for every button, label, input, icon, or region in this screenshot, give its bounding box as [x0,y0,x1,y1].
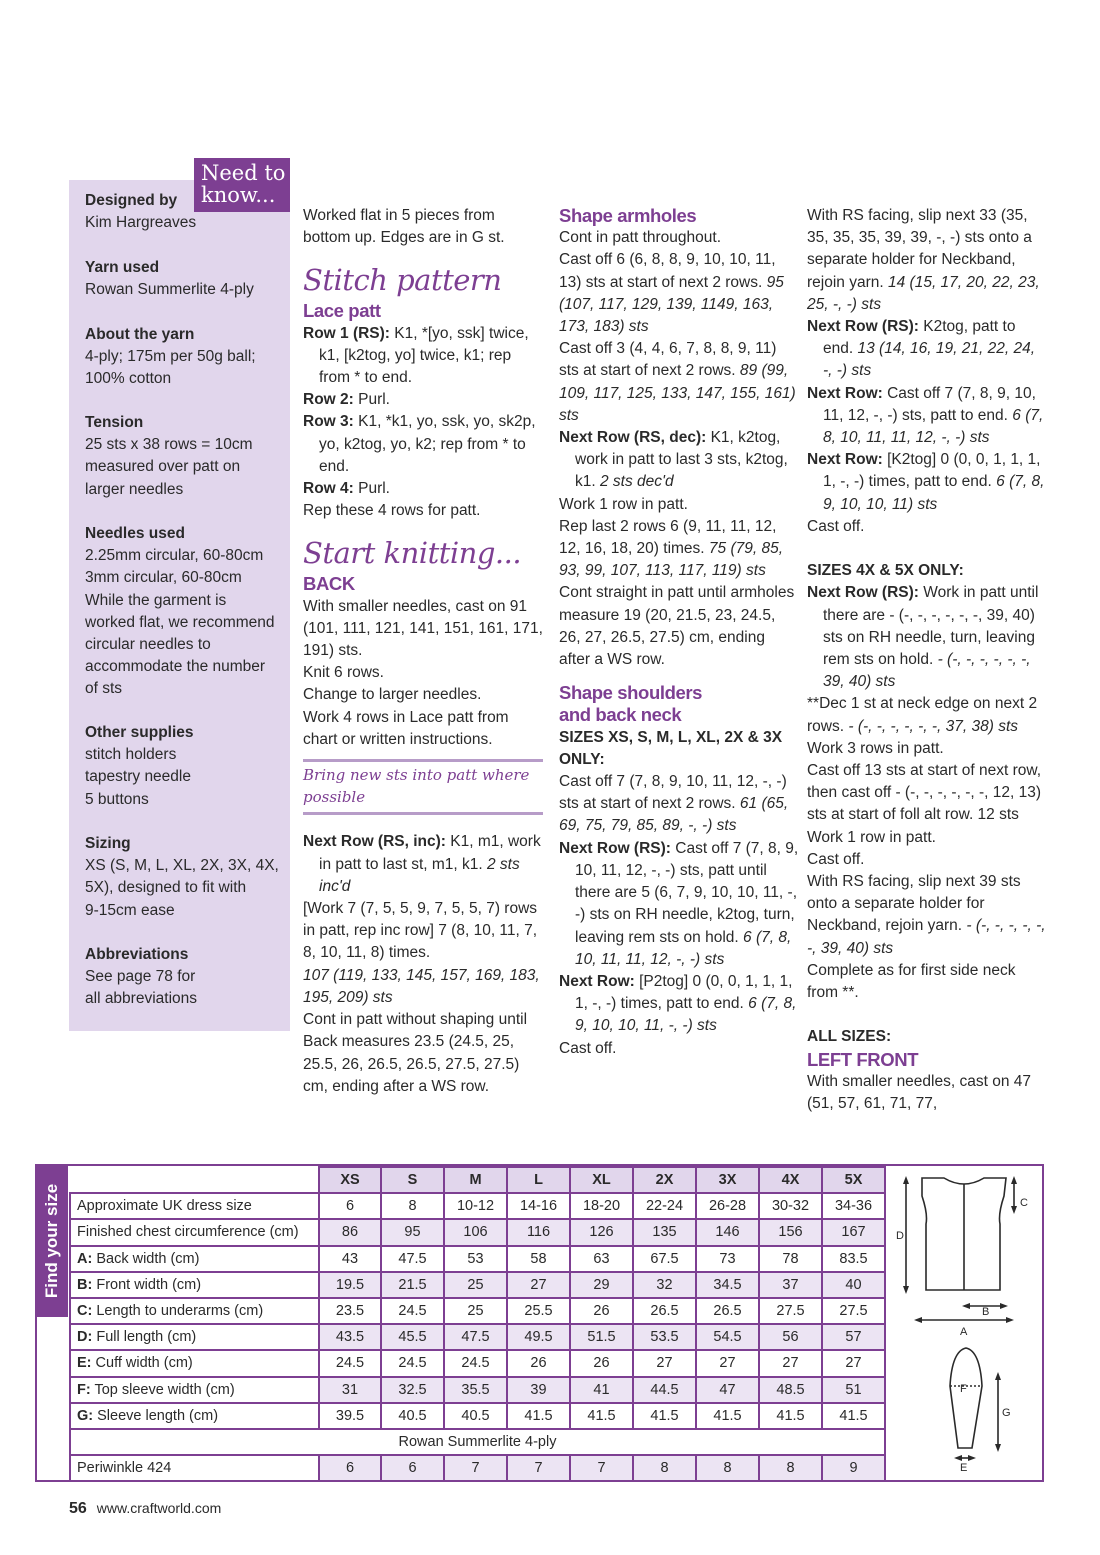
large-sizes-step-6: Cast off. [807,850,865,868]
diagram-label-f: F [960,1383,967,1395]
diagram-label-b: B [982,1306,990,1318]
shoulder-cast-off: Cast off. [559,1039,617,1057]
measurement-value: 27 [633,1350,696,1376]
measurement-value: 43 [319,1246,381,1272]
neck-step-3: Next Row: Cast off 7 (7, 8, 9, 10, 11, 12, -, -) sts, patt to end. 6 (7, 8, 10, 11, 11, 12, -, -) sts [807,384,1044,447]
column-2 [559,205,799,1060]
column-3 [807,205,1047,1115]
measurement-value: 18-20 [570,1193,633,1219]
measurement-value: 116 [507,1219,570,1245]
large-sizes-step-8: Complete as for first side neck from **. [807,961,1016,1002]
measurement-value: 39 [507,1377,570,1403]
page-footer [69,1500,221,1518]
measurement-value: 67.5 [633,1246,696,1272]
size-table-row [70,1272,885,1298]
column-1 [303,205,543,1098]
lace-patt-heading: Lace patt [303,300,381,322]
measurement-value: 25 [444,1272,507,1298]
diagram-label-g: G [1002,1407,1011,1419]
stitch-pattern-heading: Stitch pattern [303,263,502,298]
row-4-instruction: Row 4: Purl. [303,480,390,498]
measurement-value: 26 [570,1350,633,1376]
measurement-value: 41.5 [759,1403,822,1429]
measurement-value: 95 [381,1219,444,1245]
measurement-value: 58 [507,1246,570,1272]
neck-step-2: Next Row (RS): K2tog, patt to end. 13 (14, 16, 19, 21, 22, 24, -, -) sts [807,318,1036,380]
measurement-label: Finished chest circumference (cm) [70,1219,319,1245]
measurement-value: 47.5 [444,1324,507,1350]
needles-block: Needles used 2.25mm circular, 60-80cm 3mm circular, 60-80cm While the garment is worked flat, we recommend circular needles to accommodate the number of sts [85,525,275,698]
measurement-label: B: Front width (cm) [70,1272,319,1298]
measurement-label: C: Length to underarms (cm) [70,1298,319,1324]
row-3-instruction: Row 3: K1, *k1, yo, ssk, yo, sk2p, yo, k2tog, yo, k2; rep from * to end. [303,413,536,475]
measurement-value: 37 [759,1272,822,1298]
left-front-cast-on: With smaller needles, cast on 47 (51, 57, 61, 71, 77, [807,1072,1031,1113]
colour-row: Periwinkle 424 6 6 7 7 7 8 8 8 9 [70,1455,885,1481]
measurement-value: 156 [759,1219,822,1245]
measurement-value: 29 [570,1272,633,1298]
measurement-value: 30-32 [759,1193,822,1219]
measurement-value: 32.5 [381,1377,444,1403]
measurement-value: 24.5 [381,1350,444,1376]
all-sizes-heading: ALL SIZES: [807,1028,892,1046]
size-header: M [444,1167,507,1193]
measurement-value: 24.5 [319,1350,381,1376]
tip-callout: Bring new sts into patt where possible [303,759,543,815]
size-header: 5X [822,1167,885,1193]
left-front-heading: LEFT FRONT [807,1048,919,1070]
measurement-value: 24.5 [444,1350,507,1376]
measurement-value: 35.5 [444,1377,507,1403]
repeat-text: Rep these 4 rows for patt. [303,502,481,520]
back-heading: BACK [303,573,355,595]
measurement-value: 41.5 [633,1403,696,1429]
measurement-value: 48.5 [759,1377,822,1403]
measurement-value: 34-36 [822,1193,885,1219]
size-table-row [70,1377,885,1403]
size-table-row [70,1324,885,1350]
size-header: 3X [696,1167,759,1193]
page-number: 56 [69,1500,87,1517]
measurement-value: 25.5 [507,1298,570,1324]
neck-step-4: Next Row: [K2tog] 0 (0, 0, 1, 1, 1, 1, -, -) times, patt to end. 6 (7, 8, 9, 10, 10, 11) sts [807,451,1045,513]
large-sizes-step-5: Work 1 row in patt. [807,828,936,846]
measurement-value: 47.5 [381,1246,444,1272]
armhole-step-3: Cast off 3 (4, 4, 6, 7, 8, 8, 9, 11) sts at start of next 2 rows. 89 (99, 109, 117, 125, 133, 147, 155, 161) sts [559,340,796,424]
back-knit-rows: Knit 6 rows. [303,664,384,682]
measurement-label: Approximate UK dress size [70,1193,319,1219]
size-header: S [381,1167,444,1193]
repeat-inc-instruction: [Work 7 (7, 5, 5, 9, 7, 5, 5, 7) rows in patt, rep inc row] 7 (8, 10, 11, 7, 8, 10, 11, 8) times. [303,900,538,962]
measurement-value: 86 [319,1219,381,1245]
size-header-row [70,1167,885,1193]
shoulder-step-2: Next Row (RS): Cast off 7 (7, 8, 9, 10, 11, 12, -, -) sts, patt until there are 5 (6, 7, 9, 10, 10, 11, -, -) sts on RH needle, k2tog, turn, leaving rem sts on hold. 6 (7, 8, 10, 11, 11, 12, -, -) sts [559,839,799,968]
measurement-label: E: Cuff width (cm) [70,1350,319,1376]
measurement-value: 10-12 [444,1193,507,1219]
diagram-label-d: D [896,1230,904,1242]
measurement-value: 27.5 [822,1298,885,1324]
large-sizes-step-4: Cast off 13 sts at start of next row, then cast off - (-, -, -, -, -, -, 12, 13) sts at start of foll alt row. 12 sts [807,762,1042,824]
measurement-value: 27 [759,1350,822,1376]
measurement-value: 27 [822,1350,885,1376]
measurement-value: 73 [696,1246,759,1272]
need-to-know-badge: Need to know... [194,158,290,212]
shoulder-step-1: Cast off 7 (7, 8, 9, 10, 11, 12, -, -) sts at start of next 2 rows. 61 (65, 69, 75, 79, 85, 89, -, -) sts [559,773,789,835]
measurement-label: D: Full length (cm) [70,1324,319,1350]
measurement-label: A: Back width (cm) [70,1246,319,1272]
measurement-value: 106 [444,1219,507,1245]
measurement-value: 26 [570,1298,633,1324]
measurement-value: 21.5 [381,1272,444,1298]
large-sizes-step-2: **Dec 1 st at neck edge on next 2 rows. - (-, -, -, -, -, -, 37, 38) sts [807,695,1038,735]
measurement-value: 24.5 [381,1298,444,1324]
measurement-value: 26.5 [696,1298,759,1324]
measurement-value: 41.5 [696,1403,759,1429]
shape-shoulders-heading: Shape shoulders and back neck [559,682,703,726]
measurement-value: 83.5 [822,1246,885,1272]
size-header: L [507,1167,570,1193]
measurement-value: 41.5 [822,1403,885,1429]
yarn-used-block: Yarn used Rowan Summerlite 4-ply [85,259,254,299]
measurement-value: 40.5 [381,1403,444,1429]
size-table-row [70,1403,885,1429]
measurement-value: 27.5 [759,1298,822,1324]
shape-armholes-heading: Shape armholes [559,205,697,226]
measurement-value: 45.5 [381,1324,444,1350]
neck-cast-off: Cast off. [807,517,865,535]
cont-straight-instruction: Cont in patt without shaping until Back measures 23.5 (24.5, 25, 25.5, 26, 26.5, 26.5, 27.5, 27.5) cm, ending after a WS row. [303,1011,528,1095]
row-2-instruction: Row 2: Purl. [303,391,390,409]
abbreviations-block: Abbreviations See page 78 for all abbreviations [85,946,198,1008]
website-url: www.craftworld.com [96,1500,222,1516]
sizing-block: Sizing XS (S, M, L, XL, 2X, 3X, 4X, 5X), designed to fit with 9-15cm ease [85,835,279,919]
measurement-value: 63 [570,1246,633,1272]
diagram-label-e: E [960,1462,968,1474]
about-yarn-block: About the yarn 4-ply; 175m per 50g ball; 100% cotton [85,326,256,388]
diagram-label-a: A [960,1326,968,1338]
find-your-size-tab: Find your size [35,1165,68,1317]
measurement-value: 40 [822,1272,885,1298]
measurement-value: 8 [381,1193,444,1219]
measurement-value: 53.5 [633,1324,696,1350]
measurement-value: 57 [822,1324,885,1350]
repeat-inc-count: 107 (119, 133, 145, 157, 169, 183, 195, 209) sts [303,966,540,1006]
back-lace-rows: Work 4 rows in Lace patt from chart or written instructions. [303,708,509,748]
measurement-value: 25 [444,1298,507,1324]
measurement-value: 34.5 [696,1272,759,1298]
size-header: XL [570,1167,633,1193]
measurement-value: 32 [633,1272,696,1298]
armhole-step-6: Rep last 2 rows 6 (9, 11, 11, 12, 12, 16, 18, 20) times. 75 (79, 85, 93, 99, 107, 113, 117, 119) sts [559,517,784,580]
measurement-label: G: Sleeve length (cm) [70,1403,319,1429]
measurement-value: 23.5 [319,1298,381,1324]
garment-schematic [886,1166,1042,1479]
size-table-row [70,1350,885,1376]
inc-row-instruction: Next Row (RS, inc): K1, m1, work in patt to last st, m1, k1. 2 sts inc'd [303,833,541,895]
yarn-row: Rowan Summerlite 4-ply [70,1429,885,1455]
start-knitting-heading: Start knitting... [303,536,522,571]
measurement-value: 31 [319,1377,381,1403]
measurement-value: 39.5 [319,1403,381,1429]
intro-text: Worked flat in 5 pieces from bottom up. Edges are in G st. [303,207,505,247]
measurement-value: 54.5 [696,1324,759,1350]
size-header: 2X [633,1167,696,1193]
measurement-value: 41.5 [570,1403,633,1429]
other-supplies-block: Other supplies stitch holders tapestry needle 5 buttons [85,724,194,808]
armhole-step-1: Cont in patt throughout. [559,229,722,247]
large-sizes-step-7: With RS facing, slip next 39 sts onto a separate holder for Neckband, rejoin yarn. - (-, -, -, -, -, -, 39, 40) sts [807,873,1046,957]
measurement-value: 41 [570,1377,633,1403]
size-table-row [70,1193,885,1219]
diagram-label-c: C [1020,1197,1028,1209]
measurement-value: 146 [696,1219,759,1245]
measurement-value: 49.5 [507,1324,570,1350]
size-table-row [70,1219,885,1245]
measurement-value: 14-16 [507,1193,570,1219]
sizes-4x-5x-heading: SIZES 4X & 5X ONLY: [807,562,964,580]
back-change-needles: Change to larger needles. [303,686,482,704]
measurement-value: 22-24 [633,1193,696,1219]
large-sizes-step-1: Next Row (RS): Work in patt until there are - (-, -, -, -, -, -, 39, 40) sts on RH needle, turn, leaving rem sts on hold. - (-, -, -, -, -, -, 39, 40) sts [807,584,1039,691]
sleeve-outline [950,1348,982,1448]
armhole-step-2: Cast off 6 (6, 8, 8, 9, 10, 10, 11, 13) sts at start of next 2 rows. 95 (107, 117, 129, 139, 1149, 163, 173, 183) sts [559,251,784,336]
measurement-value: 51.5 [570,1324,633,1350]
measurement-value: 56 [759,1324,822,1350]
sizes-xs-3x-heading: SIZES XS, S, M, L, XL, 2X & 3X ONLY: [559,728,783,768]
measurement-value: 53 [444,1246,507,1272]
measurement-value: 41.5 [507,1403,570,1429]
neck-step-1: With RS facing, slip next 33 (35, 35, 35, 35, 39, 39, -, -) sts onto a separate holder for Neckband, rejoin yarn. 14 (15, 17, 20, 22, 23, 25, -, -) sts [807,207,1040,313]
measurement-value: 44.5 [633,1377,696,1403]
size-table [69,1166,886,1482]
row-1-instruction: Row 1 (RS): K1, *[yo, ssk] twice, k1, [k2tog, yo] twice, k1; rep from * to end. [303,324,529,387]
measurement-value: 26 [507,1350,570,1376]
measurement-value: 126 [570,1219,633,1245]
tension-block: Tension 25 sts x 38 rows = 10cm measured over patt on larger needles [85,414,253,498]
armhole-step-7: Cont straight in patt until armholes measure 19 (20, 21.5, 23, 24.5, 26, 27, 26.5, 27.5) cm, ending after a WS row. [559,584,795,669]
measurement-value: 78 [759,1246,822,1272]
designed-by-block: Designed by Kim Hargreaves [85,192,197,232]
measurement-value: 19.5 [319,1272,381,1298]
size-header: 4X [759,1167,822,1193]
measurement-value: 26.5 [633,1298,696,1324]
measurement-value: 43.5 [319,1324,381,1350]
measurement-value: 47 [696,1377,759,1403]
armhole-dec-row: Next Row (RS, dec): K1, k2tog, work in patt to last 3 sts, k2tog, k1. 2 sts dec'd [559,429,788,491]
shoulder-step-3: Next Row: [P2tog] 0 (0, 0, 1, 1, 1, 1, -, -) times, patt to end. 6 (7, 8, 9, 10, 10, 11, -, -) sts [559,972,797,1035]
armhole-step-5: Work 1 row in patt. [559,495,688,513]
measurement-value: 40.5 [444,1403,507,1429]
measurement-value: 167 [822,1219,885,1245]
measurement-value: 6 [319,1193,381,1219]
measurement-value: 27 [696,1350,759,1376]
measurement-value: 26-28 [696,1193,759,1219]
measurement-value: 135 [633,1219,696,1245]
measurement-label: F: Top sleeve width (cm) [70,1377,319,1403]
size-header: XS [319,1167,381,1193]
size-table-row [70,1298,885,1324]
measurement-value: 51 [822,1377,885,1403]
measurement-value: 27 [507,1272,570,1298]
large-sizes-step-3: Work 3 rows in patt. [807,739,944,757]
back-cast-on: With smaller needles, cast on 91 (101, 111, 121, 141, 151, 161, 171, 191) sts. [303,597,543,660]
size-table-row [70,1246,885,1272]
